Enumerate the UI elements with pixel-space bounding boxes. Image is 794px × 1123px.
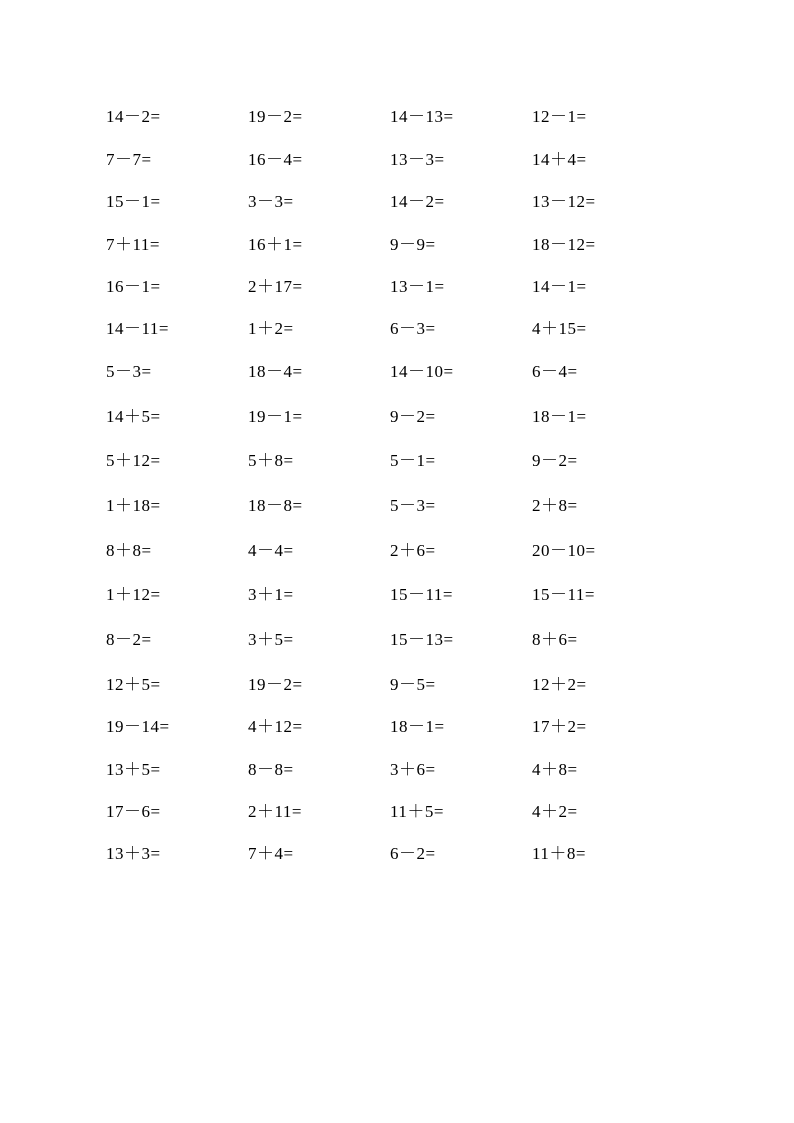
problem-row: [0, 360, 794, 384]
problem: 9－5=: [390, 675, 436, 694]
problem: 16＋1=: [248, 235, 303, 254]
problem: 16－4=: [248, 150, 303, 169]
problem-row: [0, 673, 794, 697]
problem: 3＋1=: [248, 585, 294, 604]
problem: 8＋6=: [532, 630, 578, 649]
problem: 4＋15=: [532, 319, 587, 338]
problem: 14＋5=: [106, 407, 161, 426]
problem: 8＋8=: [106, 541, 152, 560]
problem-row: [0, 190, 794, 214]
problem: 14＋4=: [532, 150, 587, 169]
problem-row: [0, 317, 794, 341]
problem-row: [0, 628, 794, 652]
problem: 7＋4=: [248, 844, 294, 863]
problem: 9－2=: [390, 407, 436, 426]
problem: 19－2=: [248, 675, 303, 694]
problem: 13＋3=: [106, 844, 161, 863]
problem: 5－1=: [390, 451, 436, 470]
problem: 11＋5=: [390, 802, 444, 821]
problem: 17＋2=: [532, 717, 587, 736]
problem-row: [0, 539, 794, 563]
problem: 1＋2=: [248, 319, 294, 338]
problem: 5－3=: [390, 496, 436, 515]
problem: 15－1=: [106, 192, 161, 211]
problem: 12＋2=: [532, 675, 587, 694]
problem-row: [0, 715, 794, 739]
problem: 8－2=: [106, 630, 152, 649]
problem: 6－2=: [390, 844, 436, 863]
problem: 6－3=: [390, 319, 436, 338]
problem: 9－9=: [390, 235, 436, 254]
problem: 3＋5=: [248, 630, 294, 649]
problem: 12＋5=: [106, 675, 161, 694]
problem: 12－1=: [532, 107, 587, 126]
problem: 5－3=: [106, 362, 152, 381]
problem-row: [0, 233, 794, 257]
problem: 7－7=: [106, 150, 152, 169]
problem: 20－10=: [532, 541, 596, 560]
problem: 14－13=: [390, 107, 454, 126]
problem: 4－4=: [248, 541, 294, 560]
problem: 11＋8=: [532, 844, 586, 863]
problem: 8－8=: [248, 760, 294, 779]
problem: 5＋8=: [248, 451, 294, 470]
problem-row: [0, 275, 794, 299]
problem-row: [0, 148, 794, 172]
problem: 18－1=: [390, 717, 445, 736]
problem: 3－3=: [248, 192, 294, 211]
problem: 1＋18=: [106, 496, 161, 515]
problem: 15－13=: [390, 630, 454, 649]
problem-row: [0, 842, 794, 866]
problem: 15－11=: [532, 585, 595, 604]
problem: 13－3=: [390, 150, 445, 169]
problem: 7＋11=: [106, 235, 160, 254]
problem: 19－1=: [248, 407, 303, 426]
problem: 17－6=: [106, 802, 161, 821]
problem: 4＋12=: [248, 717, 303, 736]
problem-row: [0, 800, 794, 824]
problem: 2＋8=: [532, 496, 578, 515]
problem: 14－10=: [390, 362, 454, 381]
problem: 18－8=: [248, 496, 303, 515]
problem: 14－1=: [532, 277, 587, 296]
problem: 13＋5=: [106, 760, 161, 779]
problem: 2＋6=: [390, 541, 436, 560]
problem: 14－2=: [390, 192, 445, 211]
problem: 14－11=: [106, 319, 169, 338]
problem: 18－12=: [532, 235, 596, 254]
problem-row: [0, 758, 794, 782]
problem: 18－1=: [532, 407, 587, 426]
problem: 5＋12=: [106, 451, 161, 470]
problem: 2＋11=: [248, 802, 302, 821]
problem: 13－1=: [390, 277, 445, 296]
problem-row: [0, 405, 794, 429]
problem: 4＋2=: [532, 802, 578, 821]
problem: 19－14=: [106, 717, 170, 736]
problem: 6－4=: [532, 362, 578, 381]
problem: 3＋6=: [390, 760, 436, 779]
problem-row: [0, 449, 794, 473]
problem-row: [0, 105, 794, 129]
problem: 16－1=: [106, 277, 161, 296]
problem: 19－2=: [248, 107, 303, 126]
problem-row: [0, 583, 794, 607]
problem: 18－4=: [248, 362, 303, 381]
problem-row: [0, 494, 794, 518]
problem: 14－2=: [106, 107, 161, 126]
problem: 4＋8=: [532, 760, 578, 779]
problem: 9－2=: [532, 451, 578, 470]
problem: 13－12=: [532, 192, 596, 211]
problem: 2＋17=: [248, 277, 303, 296]
problem: 15－11=: [390, 585, 453, 604]
problem: 1＋12=: [106, 585, 161, 604]
